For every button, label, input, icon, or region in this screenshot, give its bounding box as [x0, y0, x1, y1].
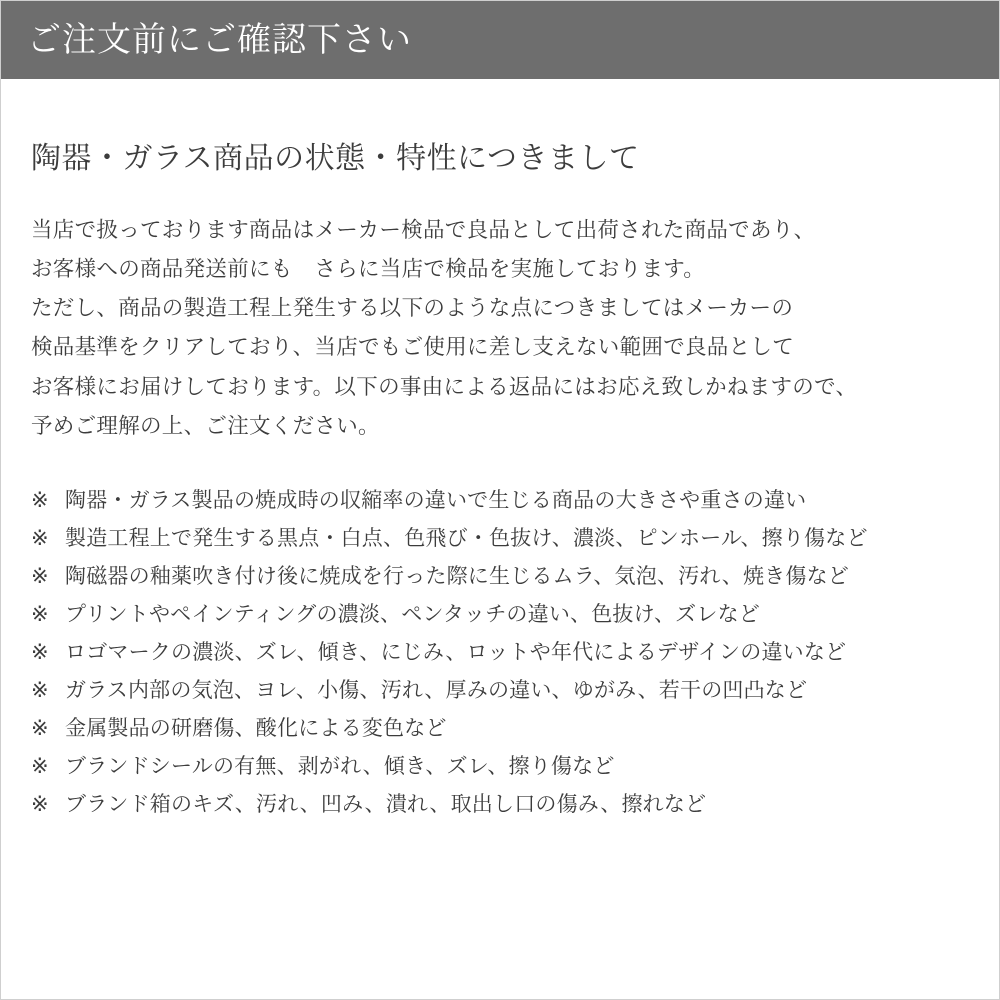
kome-mark-icon: ※ — [31, 526, 49, 550]
list-item-label: 金属製品の研磨傷、酸化による変色など — [65, 716, 447, 740]
list-item-label: 陶器・ガラス製品の焼成時の収縮率の違いで生じる商品の大きさや重さの違い — [65, 488, 807, 512]
list-item-label: ブランドシールの有無、剥がれ、傾き、ズレ、擦り傷など — [65, 754, 615, 778]
list-item — [31, 490, 969, 511]
list-item-label: プリントやペインティングの濃淡、ペンタッチの違い、色抜け、ズレなど — [65, 602, 760, 626]
kome-mark-icon: ※ — [31, 602, 49, 626]
list-item-label: ブランド箱のキズ、汚れ、凹み、潰れ、取出し口の傷み、擦れなど — [65, 792, 707, 816]
list-item — [31, 794, 969, 815]
kome-mark-icon: ※ — [31, 716, 49, 740]
page-title: ご注文前にご確認下さい — [27, 21, 412, 59]
kome-mark-icon: ※ — [31, 640, 49, 664]
page-header — [1, 1, 999, 79]
intro-paragraph — [31, 211, 969, 446]
kome-mark-icon: ※ — [31, 754, 49, 778]
paragraph-line: 予めご理解の上、ご注文ください。 — [31, 413, 380, 438]
kome-mark-icon: ※ — [31, 678, 49, 702]
list-item — [31, 718, 969, 739]
list-item — [31, 680, 969, 701]
list-item — [31, 756, 969, 777]
paragraph-line: お客様への商品発送前にも さらに当店で検品を実施しております。 — [31, 257, 706, 282]
list-item — [31, 566, 969, 587]
notes-list — [31, 490, 969, 815]
paragraph-line: 当店で扱っております商品はメーカー検品で良品として出荷された商品であり、 — [31, 218, 816, 242]
notice-content — [1, 79, 999, 815]
section-heading: 陶器・ガラス商品の状態・特性につきまして — [31, 142, 640, 175]
list-item-label: 陶磁器の釉薬吹き付け後に焼成を行った際に生じるムラ、気泡、汚れ、焼き傷など — [65, 564, 849, 588]
list-item-label: ロゴマークの濃淡、ズレ、傾き、にじみ、ロットや年代によるデザインの違いなど — [65, 640, 847, 664]
paragraph-line: 検品基準をクリアしており、当店でもご使用に差し支えない範囲で良品として — [31, 335, 795, 360]
kome-mark-icon: ※ — [31, 792, 49, 816]
list-item-label: ガラス内部の気泡、ヨレ、小傷、汚れ、厚みの違い、ゆがみ、若干の凹凸など — [65, 678, 808, 702]
list-item-label: 製造工程上で発生する黒点・白点、色飛び・色抜け、濃淡、ピンホール、擦り傷など — [65, 526, 868, 550]
list-item — [31, 528, 969, 549]
kome-mark-icon: ※ — [31, 488, 49, 512]
list-item — [31, 604, 969, 625]
paragraph-line: ただし、商品の製造工程上発生する以下のような点につきましてはメーカーの — [31, 296, 794, 321]
paragraph-line: お客様にお届けしております。以下の事由による返品にはお応え致しかねますので、 — [31, 374, 858, 399]
kome-mark-icon: ※ — [31, 564, 49, 588]
list-item — [31, 642, 969, 663]
